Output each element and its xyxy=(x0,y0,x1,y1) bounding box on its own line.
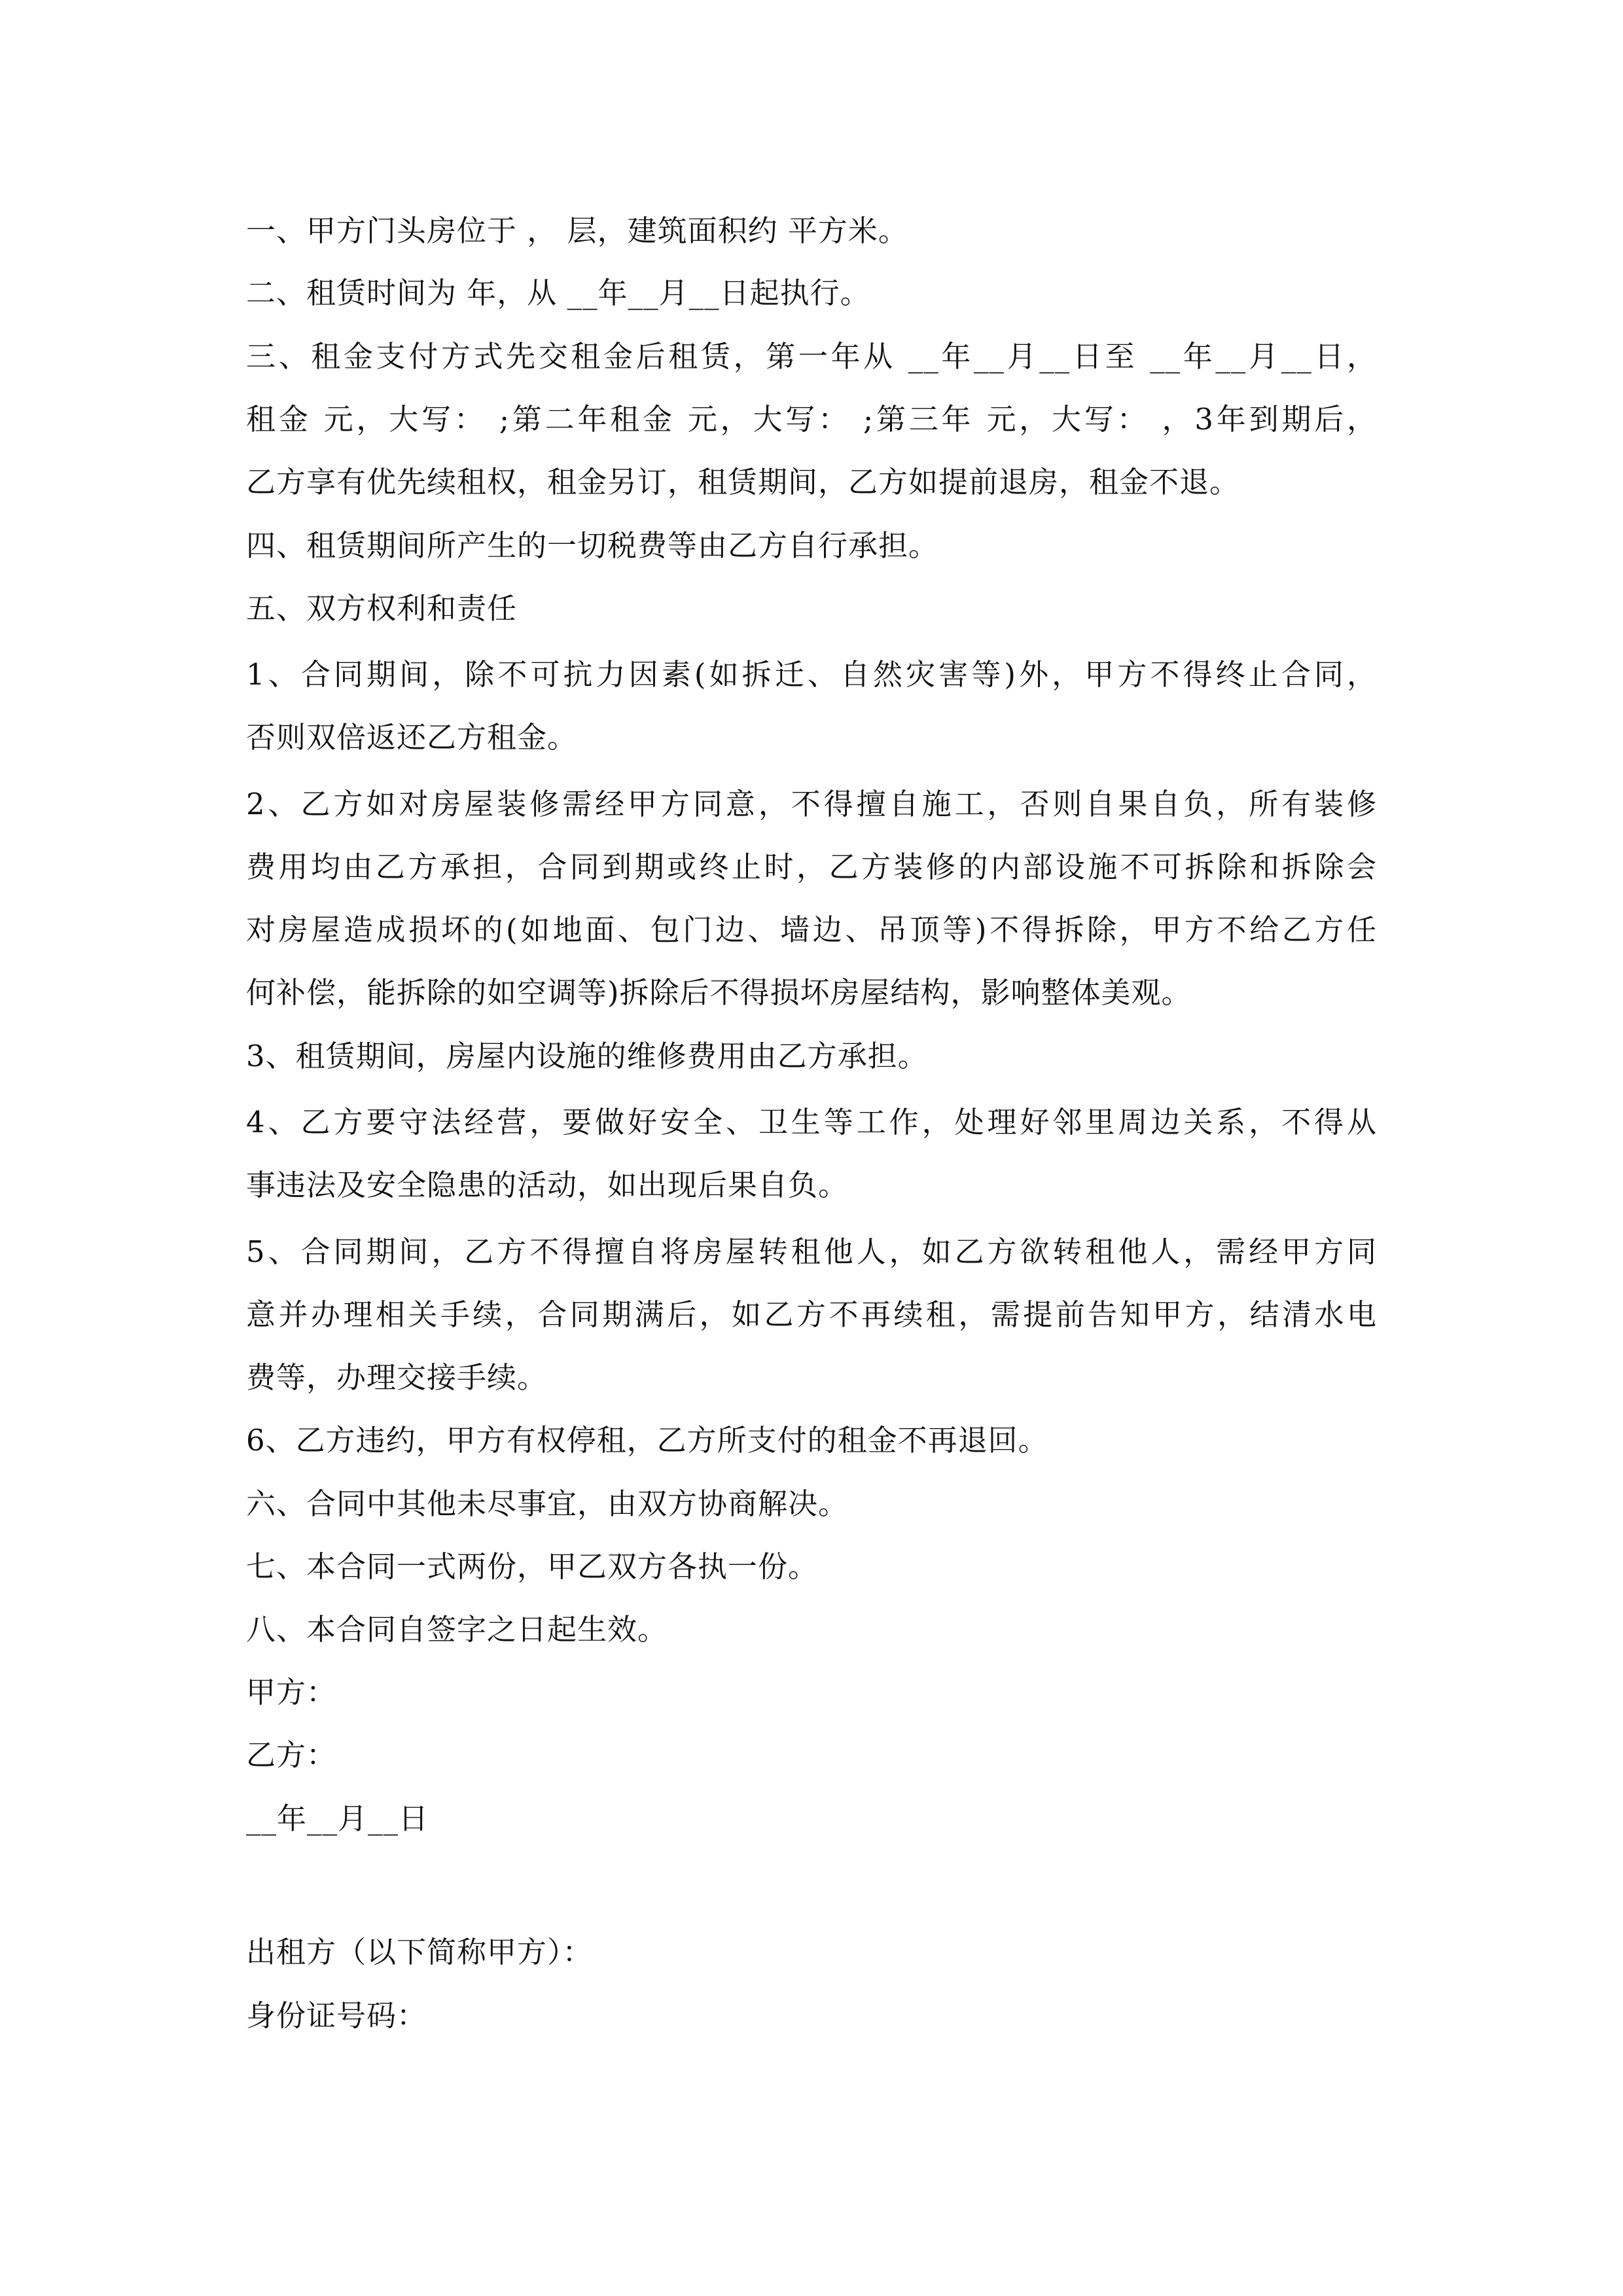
clause-3-payment-line-2: 租金 元，大写： ;第二年租金 元，大写： ;第三年 元，大写： ，3年到期后， xyxy=(246,402,1377,437)
clause-7-copies: 七、本合同一式两份，甲乙双方各执一份。 xyxy=(246,1549,819,1584)
item-4-line-2: 事违法及安全隐患的活动，如出现后果自负。 xyxy=(246,1168,849,1202)
item-4-line-1: 4、乙方要守法经营，要做好安全、卫生等工作，处理好邻里周边关系，不得从 xyxy=(246,1105,1377,1139)
item-2-line-4: 何补偿，能拆除的如空调等)拆除后不得损坏房屋结构，影响整体美观。 xyxy=(246,975,1192,1010)
clause-2-term: 二、租赁时间为 年，从 __年__月__日起执行。 xyxy=(246,276,870,310)
party-a-signature: 甲方： xyxy=(246,1675,337,1710)
item-6: 6、乙方违约，甲方有权停租，乙方所支付的租金不再退回。 xyxy=(246,1423,1048,1458)
item-1-line-1: 1、合同期间，除不可抗力因素(如拆迁、自然灾害等)外，甲方不得终止合同， xyxy=(246,657,1377,692)
item-5-line-3: 费等，办理交接手续。 xyxy=(246,1360,548,1395)
signing-date: __年__月__日 xyxy=(246,1801,429,1836)
id-number-label: 身份证号码： xyxy=(246,1998,427,2033)
clause-6-other-matters: 六、合同中其他未尽事宜，由双方协商解决。 xyxy=(246,1486,849,1521)
clause-8-effective: 八、本合同自签字之日起生效。 xyxy=(246,1612,668,1647)
item-2-line-3: 对房屋造成损坏的(如地面、包门边、墙边、吊顶等)不得拆除，甲方不给乙方任 xyxy=(246,912,1377,947)
lessor-label: 出租方（以下简称甲方）： xyxy=(246,1935,593,1969)
party-b-signature: 乙方： xyxy=(246,1738,337,1772)
item-2-line-2: 费用均由乙方承担，合同到期或终止时，乙方装修的内部设施不可拆除和拆除会 xyxy=(246,850,1377,884)
item-2-line-1: 2、乙方如对房屋装修需经甲方同意，不得擅自施工，否则自果自负，所有装修 xyxy=(246,787,1377,821)
item-5-line-1: 5、合同期间，乙方不得擅自将房屋转租他人，如乙方欲转租他人，需经甲方同 xyxy=(246,1234,1377,1269)
clause-4-taxes: 四、租赁期间所产生的一切税费等由乙方自行承担。 xyxy=(246,528,939,563)
clause-3-payment-line-1: 三、租金支付方式先交租金后租赁，第一年从 __年__月__日至 __年__月__日， xyxy=(246,339,1377,374)
item-5-line-2: 意并办理相关手续，合同期满后，如乙方不再续租，需提前告知甲方，结清水电 xyxy=(246,1297,1377,1332)
item-1-line-2: 否则双倍返还乙方租金。 xyxy=(246,720,578,755)
clause-3-payment-line-3: 乙方享有优先续租权，租金另订，租赁期间，乙方如提前退房，租金不退。 xyxy=(246,465,1240,499)
item-3: 3、租赁期间，房屋内设施的维修费用由乙方承担。 xyxy=(246,1039,928,1073)
clause-5-heading: 五、双方权利和责任 xyxy=(246,591,518,626)
clause-1-location: 一、甲方门头房位于 ， 层，建筑面积约 平方米。 xyxy=(246,213,908,248)
